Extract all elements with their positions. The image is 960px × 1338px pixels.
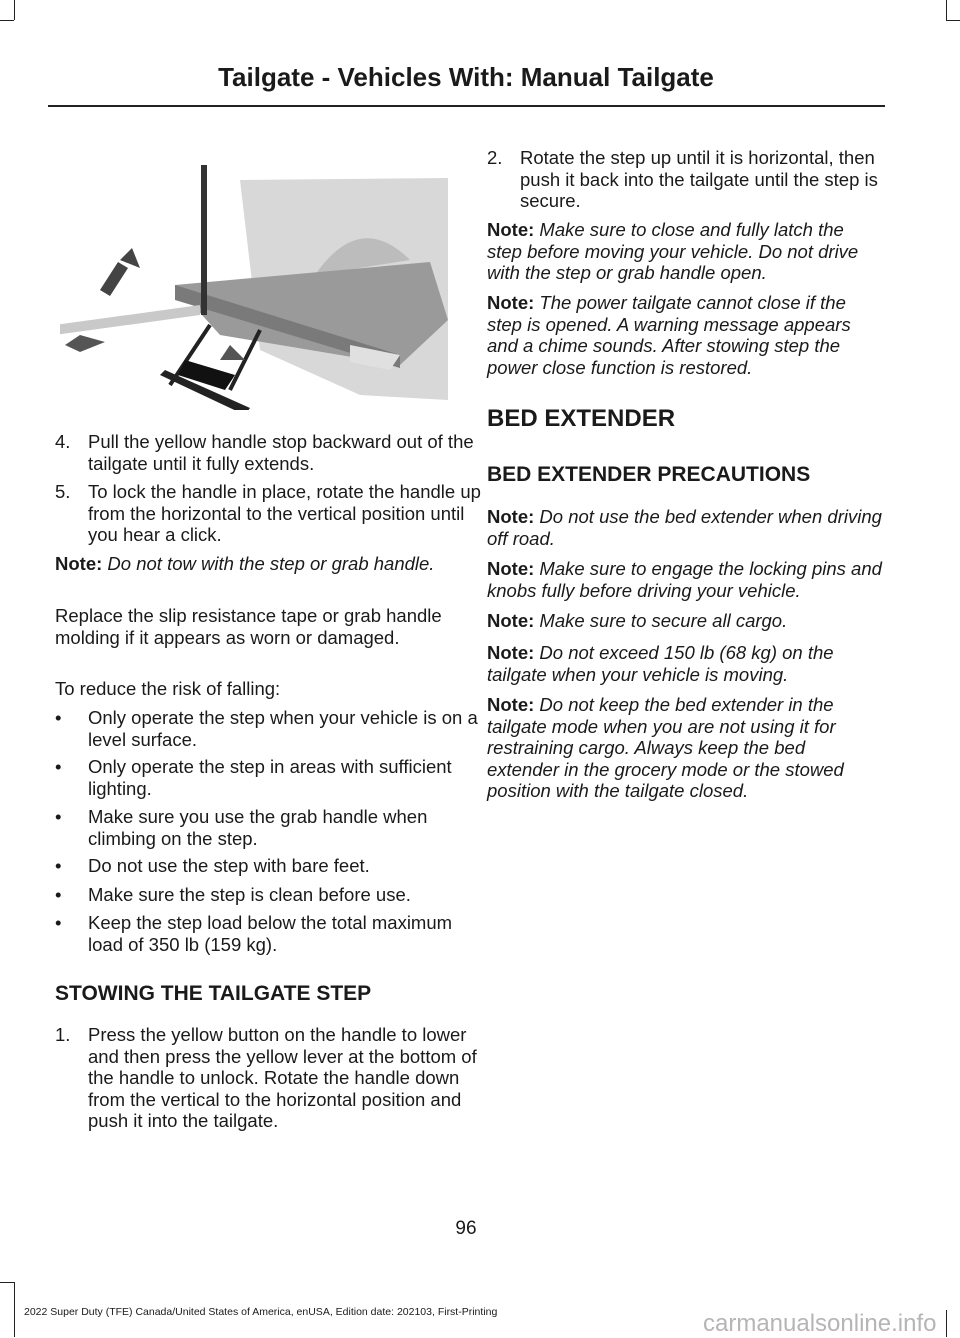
- bullet-icon: •: [55, 912, 62, 933]
- note-label: Note:: [487, 292, 535, 313]
- step-text: Rotate the step up until it is horizontal, then push it back into the tailgate until the step is secure.: [520, 147, 878, 211]
- step-1: [55, 1024, 483, 1132]
- tailgate-step-illustration: [60, 150, 450, 410]
- step-number: 1.: [55, 1024, 71, 1045]
- bullet-icon: •: [55, 855, 62, 876]
- page-title: Tailgate - Vehicles With: Manual Tailgate: [218, 62, 714, 92]
- section-heading: STOWING THE TAILGATE STEP: [55, 982, 372, 1005]
- note: [487, 219, 882, 284]
- bullet-item: [55, 884, 483, 906]
- crop-mark: [0, 1282, 14, 1283]
- note-text: Do not use the bed extender when driving off road.: [487, 506, 882, 549]
- header-rule: [48, 105, 885, 107]
- bullet-text: Only operate the step in areas with sufficient lighting.: [88, 756, 452, 799]
- bullet-icon: •: [55, 806, 62, 827]
- note-text: Make sure to engage the locking pins and knobs fully before driving your vehicle.: [487, 558, 882, 601]
- note-text: Make sure to close and fully latch the step before moving your vehicle. Do not drive with the step or grab handle open.: [487, 219, 859, 283]
- note-label: Note:: [55, 553, 103, 574]
- step-number: 4.: [55, 431, 71, 452]
- note-label: Note:: [487, 610, 535, 631]
- note-text: Do not tow with the step or grab handle.: [107, 553, 435, 574]
- step-5: [55, 481, 483, 546]
- note: [487, 506, 882, 549]
- note: [487, 642, 882, 685]
- note-label: Note:: [487, 642, 535, 663]
- paragraph: To reduce the risk of falling:: [55, 678, 281, 699]
- bullet-text: Only operate the step when your vehicle is on a level surface.: [88, 707, 478, 750]
- note-text: The power tailgate cannot close if the step is opened. A warning message appears and a chime sounds. After stowing step the power close function is restored.: [487, 292, 851, 378]
- bullet-item: [55, 912, 483, 955]
- page-number: 96: [455, 1218, 477, 1239]
- step-number: 5.: [55, 481, 71, 502]
- bullet-item: [55, 756, 483, 799]
- crop-mark: [946, 0, 947, 20]
- bullet-text: Make sure the step is clean before use.: [88, 884, 411, 905]
- bullet-text: Do not use the step with bare feet.: [88, 855, 370, 876]
- step-4: [55, 431, 483, 474]
- crop-mark: [14, 1282, 15, 1337]
- note-label: Note:: [487, 219, 535, 240]
- note: [487, 610, 882, 632]
- crop-mark: [0, 20, 14, 21]
- note: [487, 558, 882, 601]
- note-label: Note:: [487, 506, 535, 527]
- note: [487, 292, 882, 378]
- bullet-text: Make sure you use the grab handle when climbing on the step.: [88, 806, 428, 849]
- bullet-item: [55, 855, 483, 877]
- footer-text: 2022 Super Duty (TFE) Canada/United States of America, enUSA, Edition date: 202103, First-Printing: [24, 1306, 498, 1318]
- section-heading: BED EXTENDER: [487, 405, 676, 432]
- note-text: Do not keep the bed extender in the tailgate mode when you are not using it for restraining cargo. Always keep the bed extender in the grocery mode or the stowed position with the tailgate closed.: [487, 694, 844, 801]
- crop-mark: [946, 20, 960, 21]
- step-2: [487, 147, 915, 212]
- bullet-icon: •: [55, 884, 62, 905]
- watermark: carmanualsonline.info: [703, 1310, 937, 1337]
- bullet-icon: •: [55, 707, 62, 728]
- note: [55, 553, 450, 575]
- subsection-heading: BED EXTENDER PRECAUTIONS: [487, 463, 811, 486]
- note-text: Make sure to secure all cargo.: [539, 610, 788, 631]
- step-text: To lock the handle in place, rotate the handle up from the horizontal to the vertical position until you hear a click.: [88, 481, 481, 545]
- bullet-item: [55, 707, 483, 750]
- crop-mark: [14, 0, 15, 20]
- note-label: Note:: [487, 694, 535, 715]
- note-label: Note:: [487, 558, 535, 579]
- bullet-icon: •: [55, 756, 62, 777]
- bullet-text: Keep the step load below the total maximum load of 350 lb (159 kg).: [88, 912, 453, 955]
- paragraph: Replace the slip resistance tape or grab handle molding if it appears as worn or damaged.: [55, 605, 442, 648]
- step-text: Press the yellow button on the handle to lower and then press the yellow lever at the bottom of the handle to unlock. Rotate the handle down from the vertical to the horizontal position and push it into the tailgate.: [88, 1024, 477, 1131]
- step-text: Pull the yellow handle stop backward out of the tailgate until it fully extends.: [88, 431, 474, 474]
- bullet-item: [55, 806, 483, 849]
- step-number: 2.: [487, 147, 503, 168]
- note: [487, 694, 882, 802]
- crop-mark: [946, 1310, 947, 1337]
- note-text: Do not exceed 150 lb (68 kg) on the tailgate when your vehicle is moving.: [487, 642, 834, 685]
